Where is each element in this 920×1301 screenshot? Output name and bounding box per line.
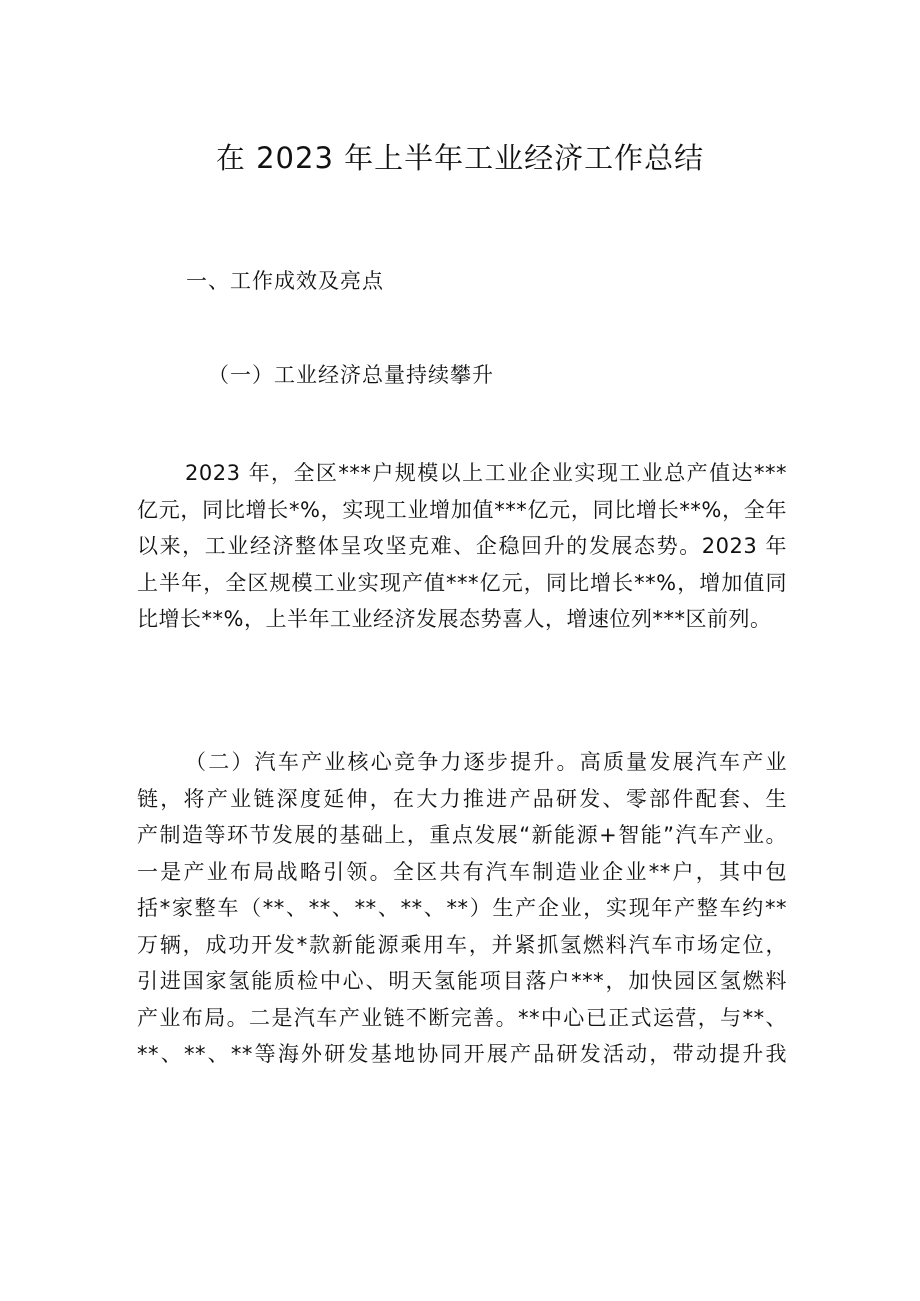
paragraph-line: 链，将产业链深度延伸，在大力推进产品研发、零部件配套、生 (137, 786, 787, 811)
document-title: 在 2023 年上半年工业经济工作总结 (215, 141, 705, 175)
paragraph-auto-industry (137, 744, 787, 1073)
paragraph-line: 产制造等环节发展的基础上，重点发展“新能源+智能”汽车产业。 (137, 823, 787, 847)
paragraph-line: 万辆，成功开发*款新能源乘用车，并紧抓氢燃料汽车市场定位， (137, 932, 787, 957)
paragraph-output-summary (137, 455, 787, 638)
paragraph-line: 亿元，同比增长*%，实现工业增加值***亿元，同比增长**%，全年 (137, 497, 787, 522)
paragraph-line: 比增长**%，上半年工业经济发展态势喜人，增速位列***区前列。 (137, 607, 772, 631)
subsection-heading: （一）工业经济总量持续攀升 (208, 363, 494, 387)
paragraph-line: 一是产业布局战略引领。全区共有汽车制造业企业**户，其中包 (137, 859, 787, 884)
paragraph-line: 产业布局。二是汽车产业链不断完善。**中心已正式运营，与**、 (137, 1005, 787, 1030)
paragraph-line: 2023 年，全区***户规模以上工业企业实现工业总产值达*** (185, 461, 787, 485)
paragraph-line: （二）汽车产业核心竞争力逐步提升。高质量发展汽车产业 (185, 750, 787, 774)
section-heading: 一、工作成效及亮点 (186, 269, 384, 293)
paragraph-line: 上半年，全区规模工业实现产值***亿元，同比增长**%，增加值同 (137, 570, 787, 595)
paragraph-line: 以来，工业经济整体呈攻坚克难、企稳回升的发展态势。2023 年 (137, 534, 787, 558)
paragraph-line: **、**、**等海外研发基地协同开展产品研发活动，带动提升我 (137, 1042, 787, 1066)
paragraph-line: 括*家整车（**、**、**、**、**）生产企业，实现年产整车约** (137, 896, 787, 920)
paragraph-line: 引进国家氢能质检中心、明天氢能项目落户***，加快园区氢燃料 (137, 969, 787, 993)
